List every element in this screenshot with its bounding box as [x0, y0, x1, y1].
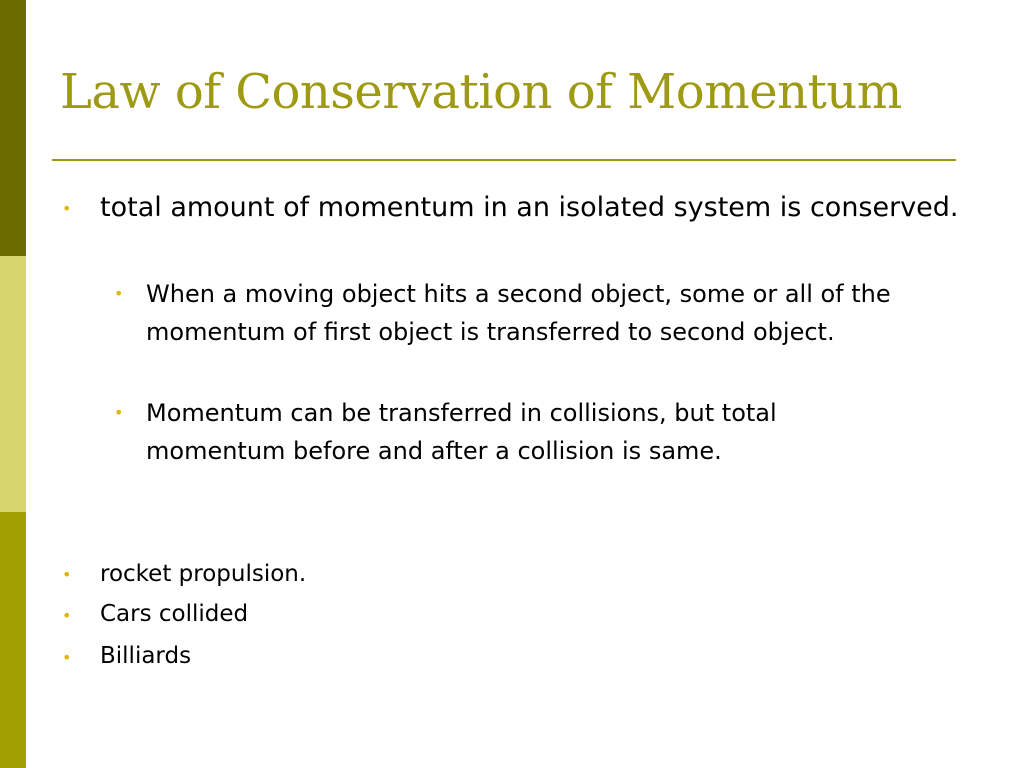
- sub-bullet-text: When a moving object hits a second object, some or all of the momentum of first object is transferred to second object.: [146, 280, 891, 346]
- bullet-text: total amount of momentum in an isolated system is conserved.: [100, 192, 959, 223]
- bullet-text: Billiards: [100, 643, 192, 669]
- bullet-dot-icon: •: [114, 403, 124, 422]
- bullet-dot-icon: •: [62, 648, 72, 667]
- bullet-text: rocket propulsion.: [100, 561, 307, 587]
- slide-title: Law of Conservation of Momentum: [60, 64, 902, 120]
- bullet-dot-icon: •: [114, 284, 124, 303]
- bullet-dot-icon: •: [62, 565, 72, 584]
- bullet-dot-icon: •: [62, 606, 72, 625]
- bullet-text: Cars collided: [100, 601, 249, 627]
- sub-bullet-text: Momentum can be transferred in collisions, but total momentum before and after a collision is same.: [146, 399, 777, 465]
- bullet-dot-icon: •: [62, 199, 72, 218]
